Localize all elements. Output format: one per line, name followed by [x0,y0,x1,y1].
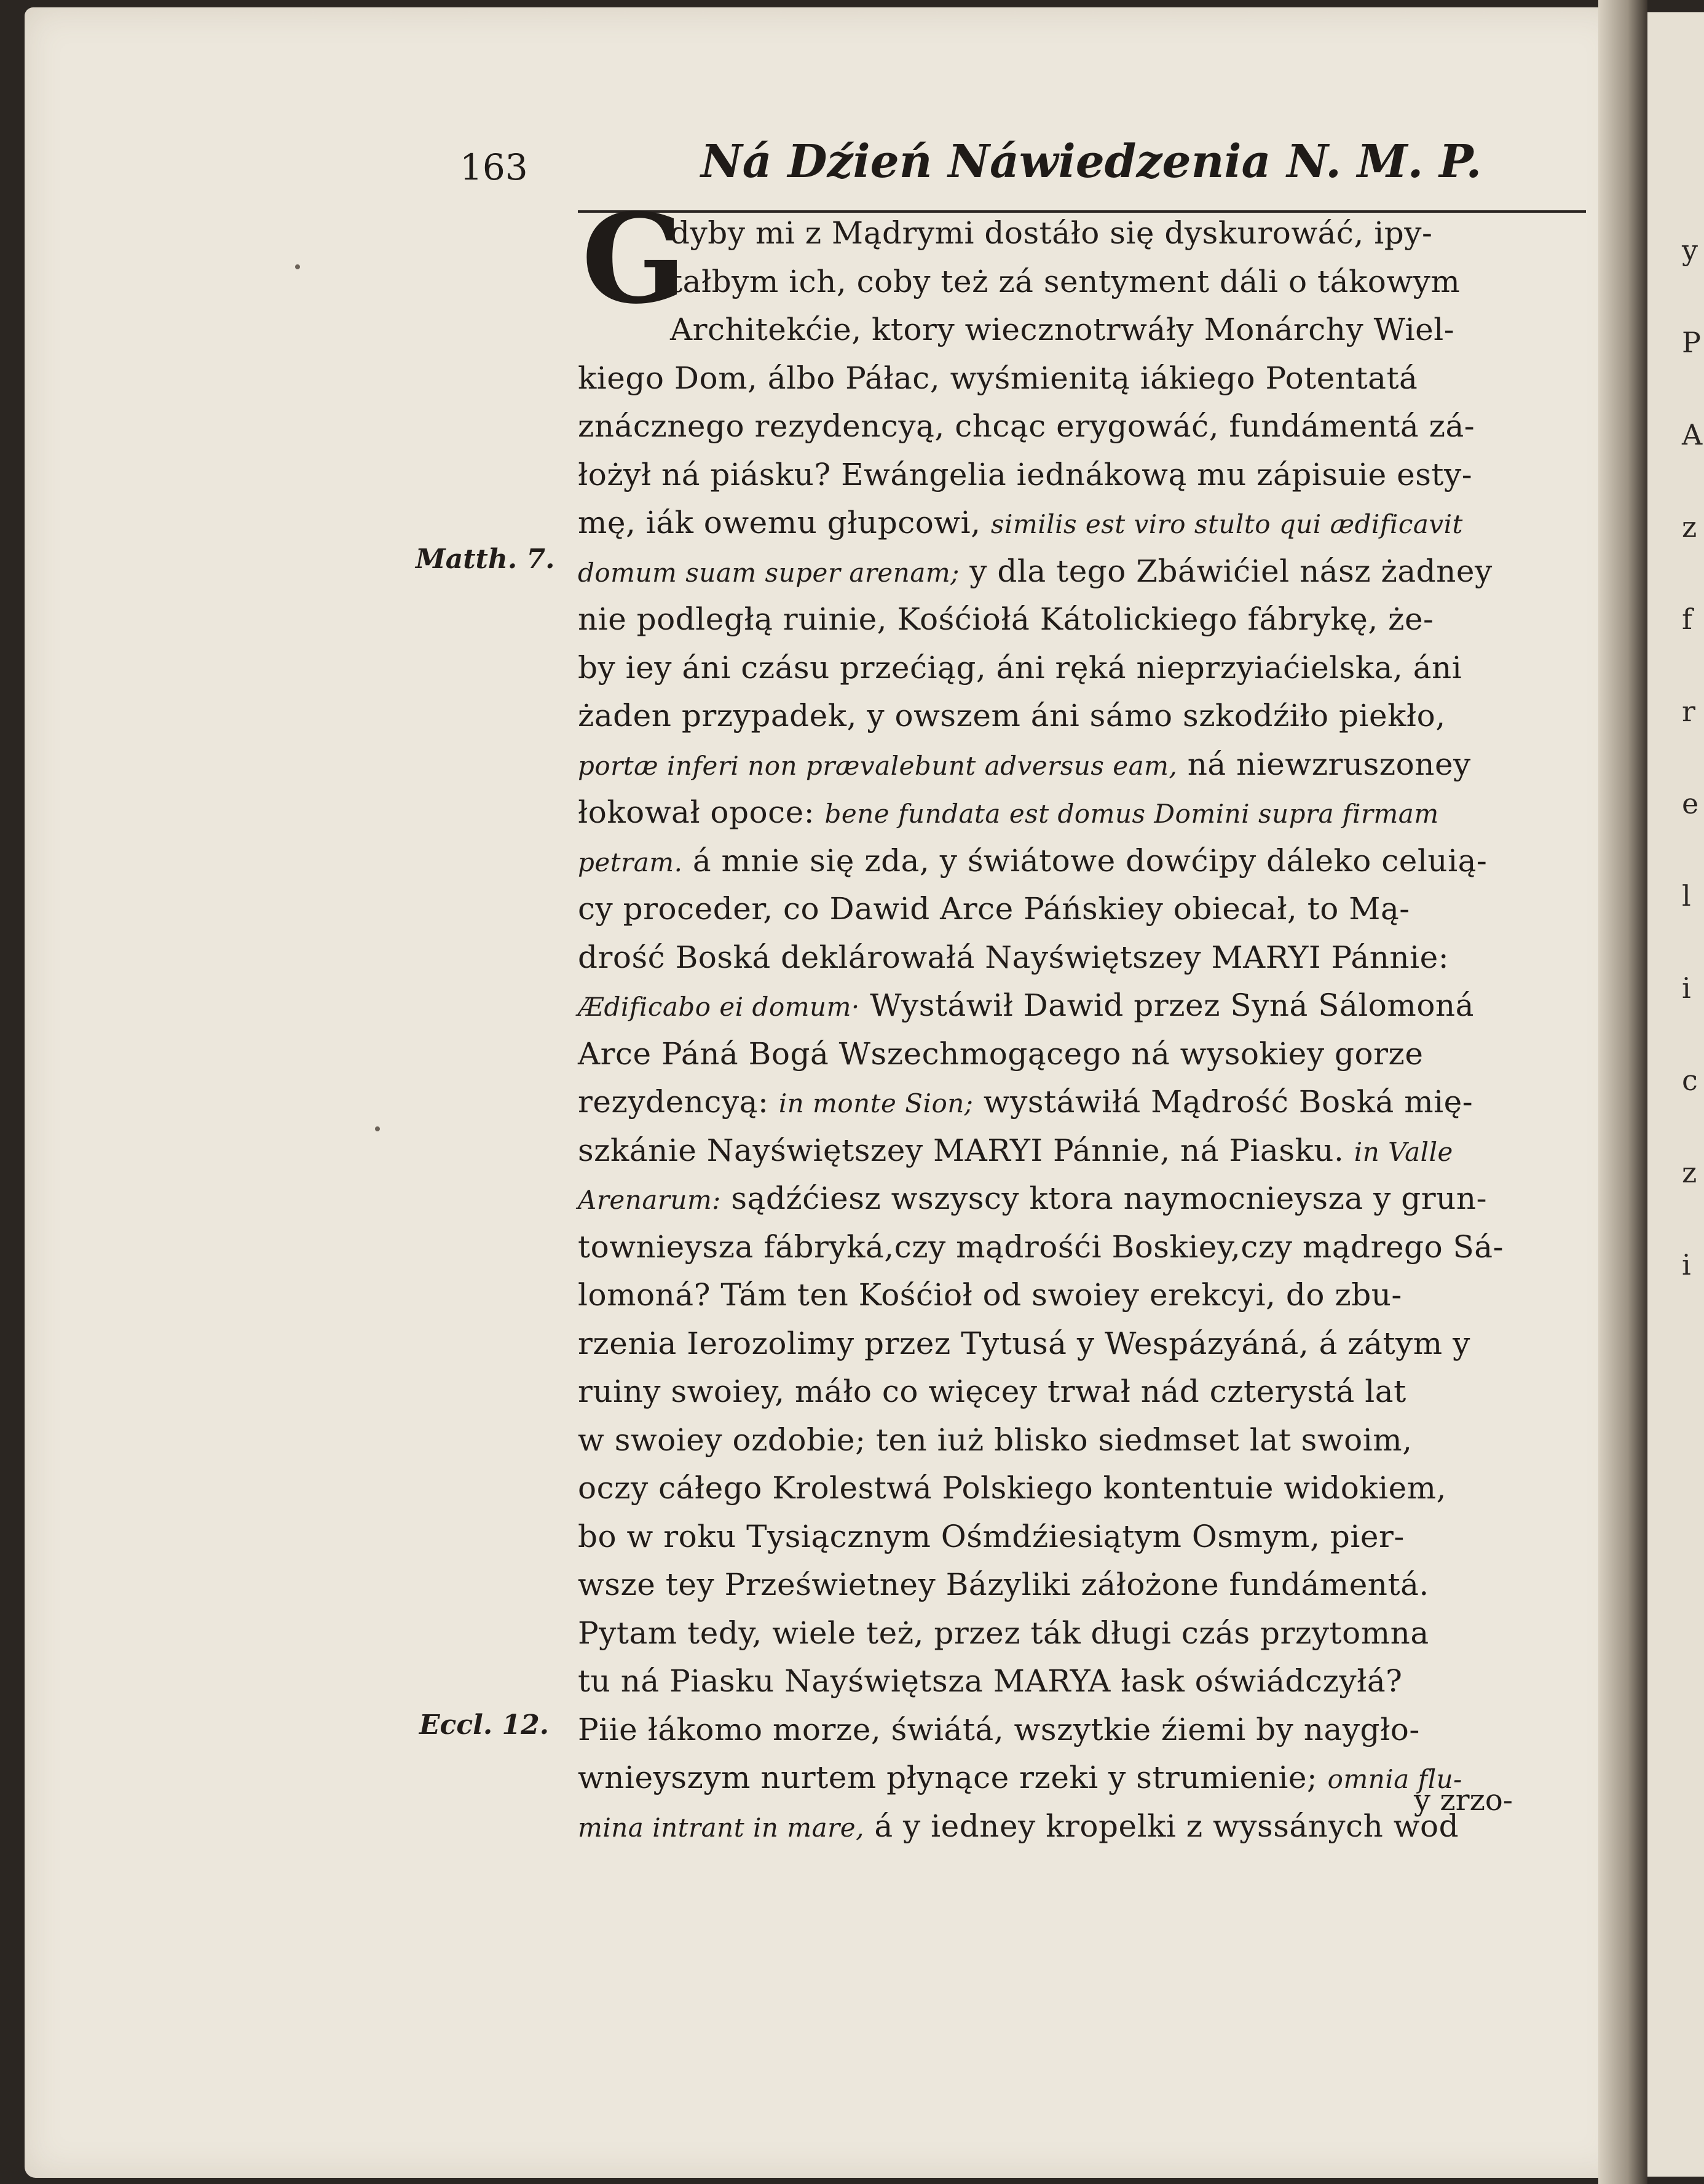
latin-quotation: portæ inferi non prævalebunt adversus eam, [578,750,1178,781]
text-line [578,940,1449,975]
line-segment: ruiny swoiey, máło co więcey trwał nád czterystá lat [578,1374,1406,1409]
line-segment: cy proceder, co Dawid Arce Páńskiey obiecał, to Mą- [578,891,1410,927]
text-line [578,457,1472,493]
drop-cap: G [582,187,687,331]
running-title: Ná Dźień Náwiedzenia N. M. P. [701,135,1482,188]
text-line [670,312,1454,347]
facing-page-fragment: r [1682,695,1695,728]
line-segment: bo w roku Tysiącznym Ośmdźiesiątym Osmym, pier- [578,1518,1405,1554]
line-segment: łokował opoce: [578,794,825,830]
text-line [578,746,1471,784]
page-number: 163 [460,146,528,188]
facing-page-fragment: A [1682,418,1703,451]
text-line [578,1374,1406,1409]
line-segment: tu ná Piasku Nayświętsza MARYA łask oświádczyłá? [578,1663,1403,1699]
text-line [578,843,1487,880]
text-line [578,1277,1402,1313]
latin-quotation: petram. [578,847,683,877]
facing-page-fragment: i [1682,1248,1691,1281]
facing-page-fragment: P [1682,326,1701,359]
text-line [578,1663,1402,1699]
line-segment: ná niewzruszoney [1177,746,1471,782]
margin-note-matthew: Matth. 7. [416,544,555,575]
text-line [578,1422,1413,1458]
line-segment: łożył ná piásku? Ewángelia iednákową mu zápisuie esty- [578,456,1473,493]
text-line [578,408,1475,444]
book-gutter [1598,0,1647,2184]
text-line [670,215,1432,251]
line-segment: Architekćie, ktory wiecznotrwáły Monárchy Wiel- [670,312,1455,347]
text-line [670,264,1460,299]
facing-page-fragment: l [1682,879,1691,912]
paper-speck [295,264,300,269]
line-segment: wystáwiłá Mądrość Boská mię- [973,1084,1473,1120]
text-line [578,1084,1473,1122]
text-line [578,987,1474,1025]
latin-quotation: domum suam super arenam; [578,557,960,588]
line-segment: Piie łákomo morze, świátá, wszytkie źiemi by naygło- [578,1711,1420,1747]
text-line [578,1519,1405,1554]
line-segment: á mnie się zda, y świátowe dowćipy dáleko celuią- [682,842,1488,879]
facing-page-fragment: c [1682,1064,1698,1097]
latin-quotation: mina intrant in mare, [578,1812,864,1843]
text-line [578,698,1446,734]
text-line [578,505,1463,542]
text-line [578,1567,1429,1602]
text-line [578,553,1493,591]
line-segment: żaden przypadek, y owszem áni sámo szkodźiło piekło, [578,698,1446,734]
line-segment: y dla tego Zbáwićiel nász żadney [959,553,1493,589]
text-line [578,650,1462,686]
line-segment: wnieyszym nurtem płynące rzeki y strumienie; [578,1760,1328,1795]
line-segment: wsze tey Prześwietney Bázyliki záłożone fundámentá. [578,1567,1429,1602]
line-segment: kiego Dom, álbo Páłac, wyśmienitą iákiego Potentatá [578,360,1418,396]
text-line [578,601,1434,637]
text-line [578,1470,1446,1506]
line-segment: Pytam tedy, wiele też, przez ták długi czás przytomna [578,1615,1429,1651]
latin-quotation: similis est viro stulto qui ædificavit [990,509,1463,539]
facing-page-edge [1647,12,1704,2177]
line-segment: tałbym ich, coby też zá sentyment dáli o tákowym [670,263,1461,299]
line-segment: Arce Páná Bogá Wszechmogącego ná wysokiey gorze [578,1035,1424,1072]
margin-note-ecclesiastes: Eccl. 12. [419,1709,550,1741]
text-line [578,1326,1470,1361]
text-line [578,1615,1429,1651]
line-segment: oczy cáłego Krolestwá Polskiego kontentuie widokiem, [578,1470,1446,1506]
latin-quotation: in Valle [1354,1136,1453,1167]
text-line [578,360,1418,396]
facing-page-fragment: z [1682,510,1697,544]
facing-page-fragment: i [1682,971,1691,1005]
line-segment: szkánie Nayświętszey MARYI Pánnie, ná Piasku. [578,1132,1354,1168]
text-line [578,1181,1487,1218]
text-line [578,1760,1462,1797]
catchword: y zrzo- [1414,1783,1513,1818]
line-segment: rezydencyą: [578,1084,779,1120]
line-segment: townieysza fábryká,czy mądrośći Boskiey,czy mądrego Sá- [578,1228,1504,1265]
text-line [578,1036,1423,1072]
line-segment: lomoná? Tám ten Kośćioł od swoiey erekcyi, do zbu- [578,1277,1402,1313]
facing-page-fragment: e [1682,787,1699,820]
line-segment: sądźćiesz wszyscy ktora naymocnieysza y grun- [720,1181,1487,1216]
line-segment: znácznego rezydencyą, chcąc erygowáć, fundámentá zá- [578,408,1475,444]
latin-quotation: in monte Sion; [778,1088,974,1118]
line-segment: mę, iák owemu głupcowi, [578,505,991,540]
text-line [578,1712,1420,1747]
text-line [578,1133,1453,1170]
header-rule [578,210,1586,213]
latin-quotation: omnia flu- [1327,1764,1462,1794]
line-segment: by iey áni czásu przećiąg, áni ręká nieprzyiaćielska, áni [578,649,1462,686]
line-segment: nie podległą ruinie, Kośćiołá Kátolickiego fábrykę, że- [578,601,1434,637]
text-line [578,794,1439,832]
latin-quotation: Arenarum: [578,1185,721,1215]
line-segment: drość Boská deklárowałá Nayświętszey MARYI Pánnie: [578,939,1450,975]
line-segment: rzenia Ierozolimy przez Tytusá y Wespázyáná, á zátym y [578,1325,1470,1361]
facing-page-fragment: y [1682,234,1698,267]
text-line [578,891,1410,927]
latin-quotation: Ædificabo ei domum· [578,992,860,1022]
line-segment: á y iedney kropelki z wyssánych wod [864,1808,1459,1844]
latin-quotation: bene fundata est domus Domini supra firmam [824,799,1439,829]
line-segment: dyby mi z Mądrymi dostáło się dyskurowáć, ipy- [670,215,1433,251]
line-segment: w swoiey ozdobie; ten iuż blisko siedmset lat swoim, [578,1422,1413,1458]
text-line [578,1229,1504,1265]
line-segment: Wystáwił Dawid przez Syná Sálomoná [859,987,1474,1023]
paper-speck [375,1126,380,1131]
facing-page-fragment: z [1682,1156,1697,1189]
text-line [578,1808,1459,1846]
facing-page-fragment: f [1682,603,1693,636]
